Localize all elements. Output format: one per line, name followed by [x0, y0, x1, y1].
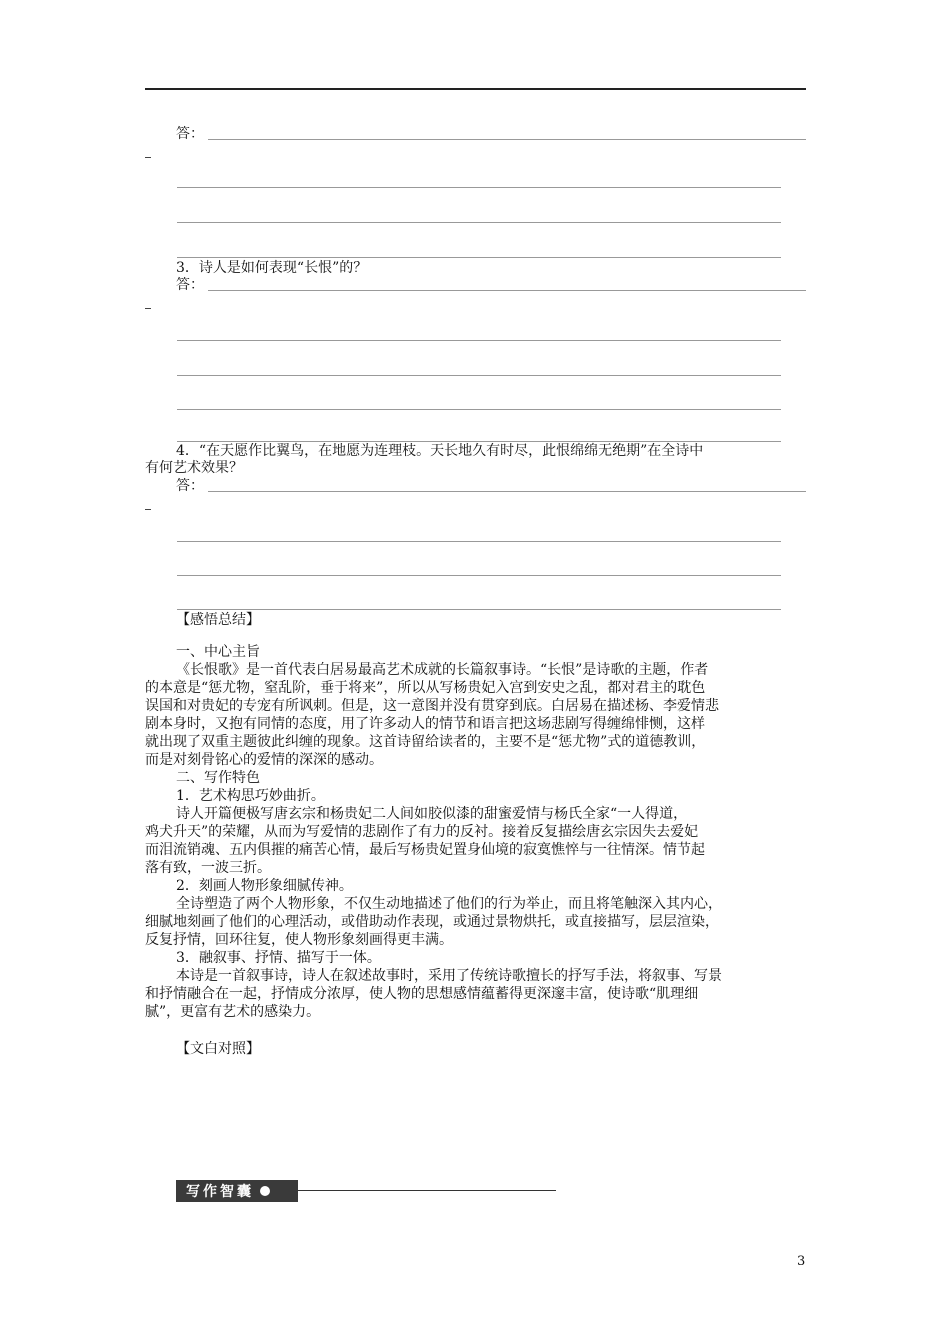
answer-line[interactable] [177, 340, 781, 341]
section-heading-features: 二、写作特色 [176, 770, 260, 786]
paragraph-line: 误国和对贵妃的专宠有所讽刺。但是，这一意图并没有贯穿到底。白居易在描述杨、李爱情悲 [145, 698, 719, 714]
answer-label-4: 答： [176, 478, 204, 494]
section-heading-theme: 一、中心主旨 [176, 644, 260, 660]
paragraph-line: 《长恨歌》是一首代表白居易最高艺术成就的长篇叙事诗。“长恨”是诗歌的主题，作者 [176, 662, 709, 678]
paragraph-line: 全诗塑造了两个人物形象，不仅生动地描述了他们的行为举止，而且将笔触深入其内心， [176, 896, 722, 912]
paragraph-line: 落有致，一波三折。 [145, 860, 271, 876]
subheading-3: 3．融叙事、抒情、描写于一体。 [176, 950, 381, 966]
banner-rule [298, 1190, 556, 1191]
summary-heading: 【感悟总结】 [176, 612, 260, 628]
paragraph-line: 本诗是一首叙事诗，诗人在叙述故事时，采用了传统诗歌擅长的抒写手法，将叙事、写景 [176, 968, 722, 984]
header-rule [145, 88, 806, 90]
dash-mark [145, 509, 151, 510]
answer-line[interactable] [208, 290, 806, 291]
question-3: 3．诗人是如何表现“长恨”的？ [176, 260, 368, 276]
answer-line[interactable] [177, 375, 781, 376]
paragraph-line: 腻”，更富有艺术的感染力。 [145, 1004, 321, 1020]
paragraph-line: 剧本身时，又抱有同情的态度，用了许多动人的情节和语言把这场悲剧写得缠绵悱恻，这样 [145, 716, 705, 732]
paragraph-line: 反复抒情，回环往复，使人物形象刻画得更丰满。 [145, 932, 453, 948]
paragraph-line: 就出现了双重主题彼此纠缠的现象。这首诗留给读者的，主要不是“惩尤物”式的道德教训， [145, 734, 706, 750]
section-banner [176, 1180, 298, 1202]
dash-mark [145, 308, 151, 309]
answer-line[interactable] [177, 609, 781, 610]
answer-line[interactable] [177, 409, 781, 410]
page-number: 3 [797, 1254, 806, 1269]
answer-line[interactable] [177, 187, 781, 188]
answer-line[interactable] [177, 575, 781, 576]
paragraph-line: 而泪流销魂、五内俱摧的痛苦心情，最后写杨贵妃置身仙境的寂寞憔悴与一往情深。情节起 [145, 842, 705, 858]
wenbai-heading: 【文白对照】 [176, 1041, 260, 1057]
bullet-icon [260, 1186, 270, 1196]
question-4-line-1: 4．“在天愿作比翼鸟，在地愿为连理枝。天长地久有时尽，此恨绵绵无绝期”在全诗中 [176, 443, 704, 459]
answer-label-3: 答： [176, 277, 204, 293]
answer-line[interactable] [177, 541, 781, 542]
paragraph-line: 诗人开篇便极写唐玄宗和杨贵妃二人间如胶似漆的甜蜜爱情与杨氏全家“一人得道， [176, 806, 688, 822]
answer-line[interactable] [208, 139, 806, 140]
paragraph-line: 而是对刻骨铭心的爱情的深深的感动。 [145, 752, 383, 768]
paragraph-line: 细腻地刻画了他们的心理活动，或借助动作表现，或通过景物烘托，或直接描写，层层渲染， [145, 914, 719, 930]
dash-mark [145, 157, 151, 158]
banner-label: 写作智囊 [186, 1184, 254, 1200]
answer-line[interactable] [208, 491, 806, 492]
answer-line[interactable] [177, 222, 781, 223]
answer-label-1: 答： [176, 126, 204, 142]
paragraph-line: 的本意是“惩尤物，窒乱阶，垂于将来”，所以从写杨贵妃入宫到安史之乱，都对君主的耽色 [145, 680, 706, 696]
subheading-2: 2．刻画人物形象细腻传神。 [176, 878, 353, 894]
paragraph-line: 鸡犬升天”的荣耀，从而为写爱情的悲剧作了有力的反衬。接着反复描绘唐玄宗因失去爱妃 [145, 824, 699, 840]
paragraph-line: 和抒情融合在一起，抒情成分浓厚，使人物的思想感情蕴蓄得更深邃丰富，使诗歌“肌理细 [145, 986, 699, 1002]
question-4-line-2: 有何艺术效果？ [145, 460, 243, 476]
answer-line[interactable] [177, 257, 781, 258]
subheading-1: 1．艺术构思巧妙曲折。 [176, 788, 325, 804]
